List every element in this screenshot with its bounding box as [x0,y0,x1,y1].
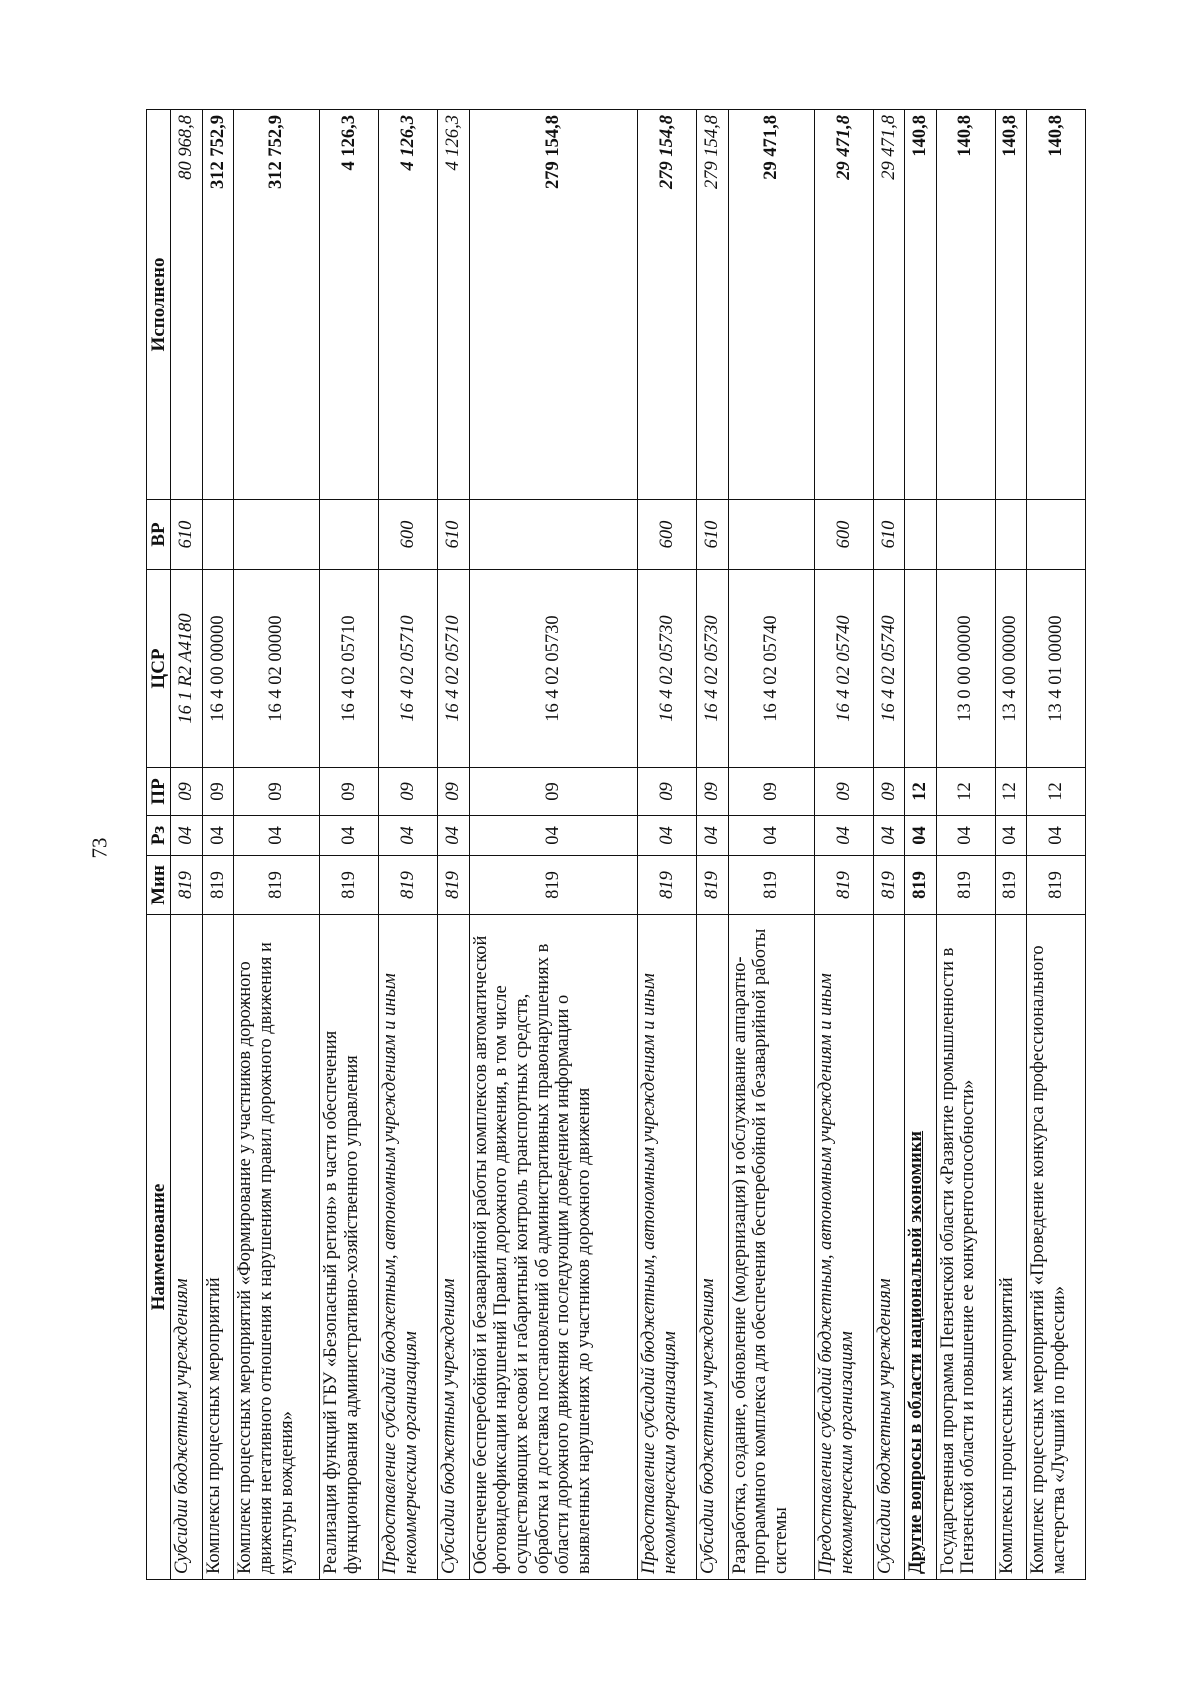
cell-min: 819 [638,856,697,915]
cell-rz: 04 [171,816,202,856]
cell-csr: 16 4 02 05710 [438,570,469,768]
cell-rz: 04 [1026,816,1085,856]
cell-name: Обеспечение бесперебойной и безаварийной работы комплексов автоматической фотовидеофиксации нарушений Правил дорожного движения, в том числе осуществляющих весовой и габаритный контроль транспортных средств, обработка и доставка постановлений об административных правонарушениях в области дорожного движения с последующим доведением информации о выявленных нарушениях до участников дорожного движения [469,915,638,1580]
cell-pr: 09 [697,768,728,816]
cell-name: Разработка, создание, обновление (модернизация) и обслуживание аппаратно-программного комплекса для обеспечения бесперебойной и безаварийной работы системы [728,915,814,1580]
cell-vr: 610 [438,500,469,570]
header-csr: ЦСР [147,570,171,768]
cell-csr: 16 1 R2 A4180 [171,570,202,768]
cell-amount: 279 154,8 [638,110,697,500]
cell-csr [905,570,936,768]
cell-name: Комплекс процессных мероприятий «Проведение конкурса профессионального мастерства «Лучший по профессии» [1026,915,1085,1580]
cell-name: Другие вопросы в области национальной экономики [905,915,936,1580]
cell-name: Государственная программа Пензенской области «Развитие промышленности в Пензенской области и повышение ее конкурентоспособности» [936,915,995,1580]
cell-rz: 04 [202,816,233,856]
cell-name: Предоставление субсидий бюджетным, автономным учреждениям и иным некоммерческим организациям [638,915,697,1580]
cell-min: 819 [936,856,995,915]
table-row [638,110,697,1580]
cell-pr: 12 [905,768,936,816]
cell-vr [1026,500,1085,570]
cell-rz: 04 [379,816,438,856]
cell-rz: 04 [320,816,379,856]
cell-csr: 16 4 02 05740 [728,570,814,768]
cell-vr [995,500,1026,570]
cell-min: 819 [697,856,728,915]
cell-rz: 04 [995,816,1026,856]
table-row [469,110,638,1580]
cell-name: Предоставление субсидий бюджетным, автономным учреждениям и иным некоммерческим организациям [379,915,438,1580]
cell-min: 819 [814,856,873,915]
rotated-table-container [146,110,1086,1580]
cell-vr [905,500,936,570]
cell-amount: 140,8 [905,110,936,500]
page-number: 73 [87,837,112,859]
cell-pr: 09 [171,768,202,816]
cell-amount: 140,8 [995,110,1026,500]
cell-amount: 279 154,8 [469,110,638,500]
cell-pr: 09 [873,768,904,816]
table-row [320,110,379,1580]
table-row [728,110,814,1580]
cell-csr: 13 4 01 00000 [1026,570,1085,768]
cell-csr: 16 4 02 05710 [320,570,379,768]
cell-rz: 04 [936,816,995,856]
cell-name: Реализация функций ГБУ «Безопасный регион» в части обеспечения функционирования административно-хозяйственного управления [320,915,379,1580]
cell-min: 819 [234,856,320,915]
cell-amount: 4 126,3 [320,110,379,500]
cell-csr: 16 4 02 05740 [814,570,873,768]
cell-rz: 04 [438,816,469,856]
cell-vr [234,500,320,570]
cell-pr: 12 [936,768,995,816]
cell-vr: 610 [873,500,904,570]
cell-pr: 09 [469,768,638,816]
header-row [147,110,171,1580]
table-row [202,110,233,1580]
cell-min: 819 [873,856,904,915]
cell-pr: 12 [1026,768,1085,816]
cell-min: 819 [995,856,1026,915]
cell-csr: 16 4 02 05710 [379,570,438,768]
table-row [171,110,202,1580]
cell-amount: 29 471,8 [873,110,904,500]
cell-rz: 04 [814,816,873,856]
table-body [171,110,1086,1580]
cell-pr: 09 [728,768,814,816]
table-row [936,110,995,1580]
cell-name: Субсидии бюджетным учреждениям [697,915,728,1580]
header-vr: ВР [147,500,171,570]
cell-name: Субсидии бюджетным учреждениям [873,915,904,1580]
header-name: Наименование [147,915,171,1580]
cell-amount: 279 154,8 [697,110,728,500]
cell-amount: 80 968,8 [171,110,202,500]
cell-vr: 610 [697,500,728,570]
table-row [995,110,1026,1580]
cell-name: Комплексы процессных мероприятий [995,915,1026,1580]
cell-vr [469,500,638,570]
cell-amount: 29 471,8 [728,110,814,500]
header-pr: ПР [147,768,171,816]
header-min: Мин [147,856,171,915]
table-row [697,110,728,1580]
cell-csr: 16 4 02 05730 [697,570,728,768]
table-row [873,110,904,1580]
table-row [905,110,936,1580]
cell-min: 819 [469,856,638,915]
cell-min: 819 [728,856,814,915]
cell-amount: 312 752,9 [234,110,320,500]
table-row [234,110,320,1580]
cell-name: Комплекс процессных мероприятий «Формирование у участников дорожного движения негативного отношения к нарушениям правил дорожного движения и культуры вождения» [234,915,320,1580]
cell-min: 819 [438,856,469,915]
cell-amount: 4 126,3 [379,110,438,500]
cell-amount: 29 471,8 [814,110,873,500]
cell-min: 819 [202,856,233,915]
cell-name: Предоставление субсидий бюджетным, автономным учреждениям и иным некоммерческим организациям [814,915,873,1580]
cell-amount: 140,8 [1026,110,1085,500]
cell-csr: 16 4 02 05740 [873,570,904,768]
cell-amount: 4 126,3 [438,110,469,500]
cell-min: 819 [320,856,379,915]
cell-vr: 600 [638,500,697,570]
table-row [814,110,873,1580]
header-rz: Рз [147,816,171,856]
cell-csr: 16 4 02 00000 [234,570,320,768]
cell-csr: 13 4 00 00000 [995,570,1026,768]
cell-vr: 610 [171,500,202,570]
cell-pr: 09 [234,768,320,816]
budget-table [146,109,1086,1580]
cell-name: Комплексы процессных мероприятий [202,915,233,1580]
cell-min: 819 [171,856,202,915]
table-row [438,110,469,1580]
cell-name: Субсидии бюджетным учреждениям [171,915,202,1580]
cell-pr: 09 [202,768,233,816]
cell-rz: 04 [905,816,936,856]
cell-pr: 09 [320,768,379,816]
cell-pr: 09 [814,768,873,816]
cell-min: 819 [905,856,936,915]
cell-rz: 04 [234,816,320,856]
cell-rz: 04 [469,816,638,856]
table-row [379,110,438,1580]
cell-vr: 600 [379,500,438,570]
cell-csr: 16 4 00 00000 [202,570,233,768]
cell-min: 819 [1026,856,1085,915]
cell-vr [320,500,379,570]
cell-csr: 13 0 00 00000 [936,570,995,768]
cell-min: 819 [379,856,438,915]
cell-pr: 09 [638,768,697,816]
header-amount: Исполнено [147,110,171,500]
cell-vr: 600 [814,500,873,570]
cell-rz: 04 [638,816,697,856]
cell-pr: 12 [995,768,1026,816]
cell-pr: 09 [438,768,469,816]
table-row [1026,110,1085,1580]
cell-amount: 140,8 [936,110,995,500]
cell-csr: 16 4 02 05730 [469,570,638,768]
cell-rz: 04 [873,816,904,856]
cell-name: Субсидии бюджетным учреждениям [438,915,469,1580]
cell-pr: 09 [379,768,438,816]
cell-vr [728,500,814,570]
cell-vr [936,500,995,570]
cell-amount: 312 752,9 [202,110,233,500]
cell-vr [202,500,233,570]
cell-csr: 16 4 02 05730 [638,570,697,768]
cell-rz: 04 [697,816,728,856]
cell-rz: 04 [728,816,814,856]
